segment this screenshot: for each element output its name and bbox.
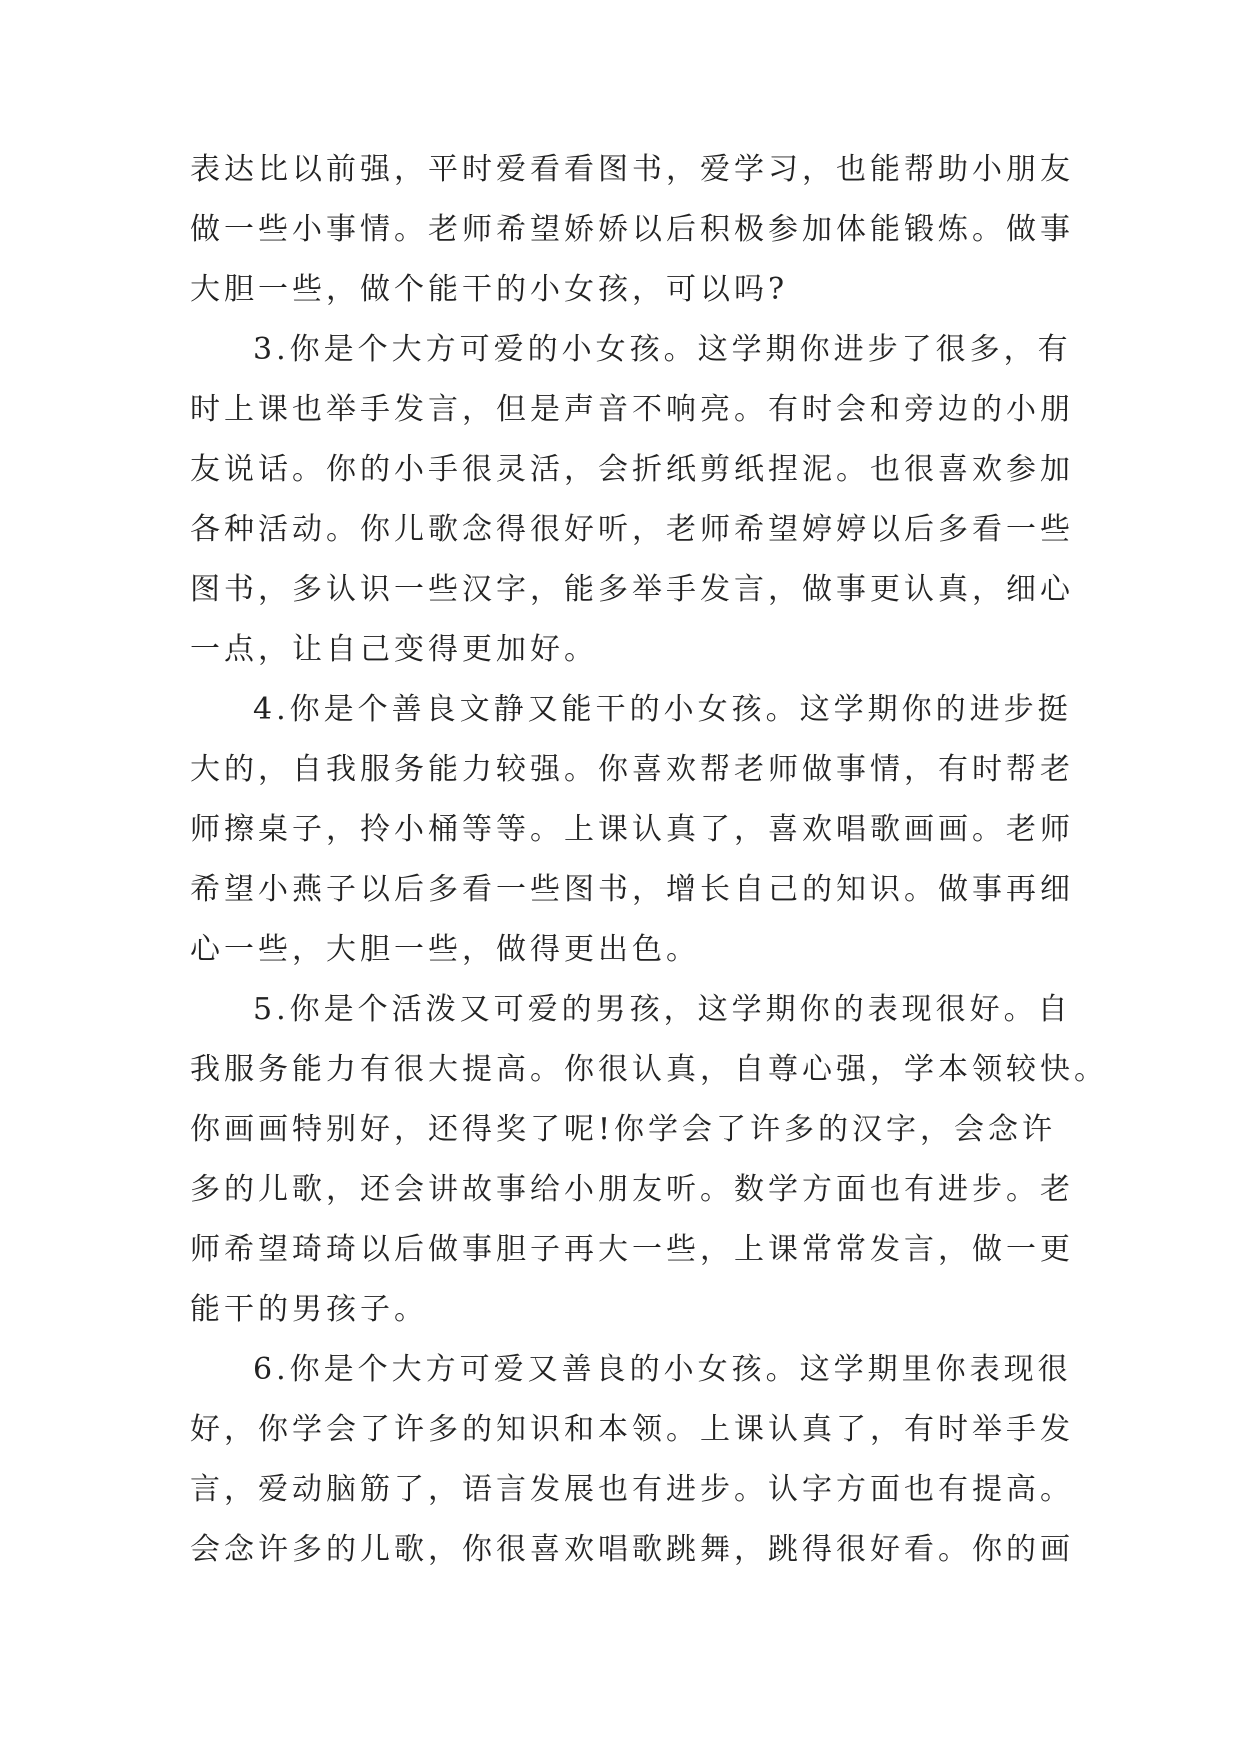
text-line: 会念许多的儿歌，你很喜欢唱歌跳舞，跳得很好看。你的画 [190, 1532, 1074, 1567]
text-line: 大胆一些，做个能干的小女孩，可以吗? [190, 272, 789, 307]
text-line: 师希望琦琦以后做事胆子再大一些，上课常常发言，做一更 [190, 1232, 1074, 1267]
text-line: 言，爱动脑筋了，语言发展也有进步。认字方面也有提高。 [190, 1472, 1074, 1507]
text-line: 心一些，大胆一些，做得更出色。 [190, 932, 700, 967]
text-line: 做一些小事情。老师希望娇娇以后积极参加体能锻炼。做事 [190, 212, 1074, 247]
text-line: 师擦桌子，拎小桶等等。上课认真了，喜欢唱歌画画。老师 [190, 812, 1074, 847]
text-line: 图书，多认识一些汉字，能多举手发言，做事更认真，细心 [190, 572, 1074, 607]
text-line: 大的，自我服务能力较强。你喜欢帮老师做事情，有时帮老 [190, 752, 1074, 787]
text-line: 友说话。你的小手很灵活，会折纸剪纸捏泥。也很喜欢参加 [190, 452, 1074, 487]
text-line: 你画画特别好，还得奖了呢!你学会了许多的汉字，会念许 [190, 1112, 1057, 1147]
paragraph-start-3: 3.你是个大方可爱的小女孩。这学期你进步了很多，有 [253, 332, 1072, 367]
text-line: 希望小燕子以后多看一些图书，增长自己的知识。做事再细 [190, 872, 1074, 907]
text-line: 表达比以前强，平时爱看看图书，爱学习，也能帮助小朋友 [190, 152, 1074, 187]
paragraph-start-4: 4.你是个善良文静又能干的小女孩。这学期你的进步挺 [253, 692, 1072, 727]
text-line: 能干的男孩子。 [190, 1292, 428, 1327]
text-line: 好，你学会了许多的知识和本领。上课认真了，有时举手发 [190, 1412, 1074, 1447]
paragraph-start-6: 6.你是个大方可爱又善良的小女孩。这学期里你表现很 [253, 1352, 1072, 1387]
text-line: 多的儿歌，还会讲故事给小朋友听。数学方面也有进步。老 [190, 1172, 1074, 1207]
text-line: 一点，让自己变得更加好。 [190, 632, 598, 667]
text-line: 时上课也举手发言，但是声音不响亮。有时会和旁边的小朋 [190, 392, 1074, 427]
text-line: 我服务能力有很大提高。你很认真，自尊心强，学本领较快。 [190, 1052, 1108, 1087]
text-line: 各种活动。你儿歌念得很好听，老师希望婷婷以后多看一些 [190, 512, 1074, 547]
paragraph-start-5: 5.你是个活泼又可爱的男孩，这学期你的表现很好。自 [253, 992, 1072, 1027]
